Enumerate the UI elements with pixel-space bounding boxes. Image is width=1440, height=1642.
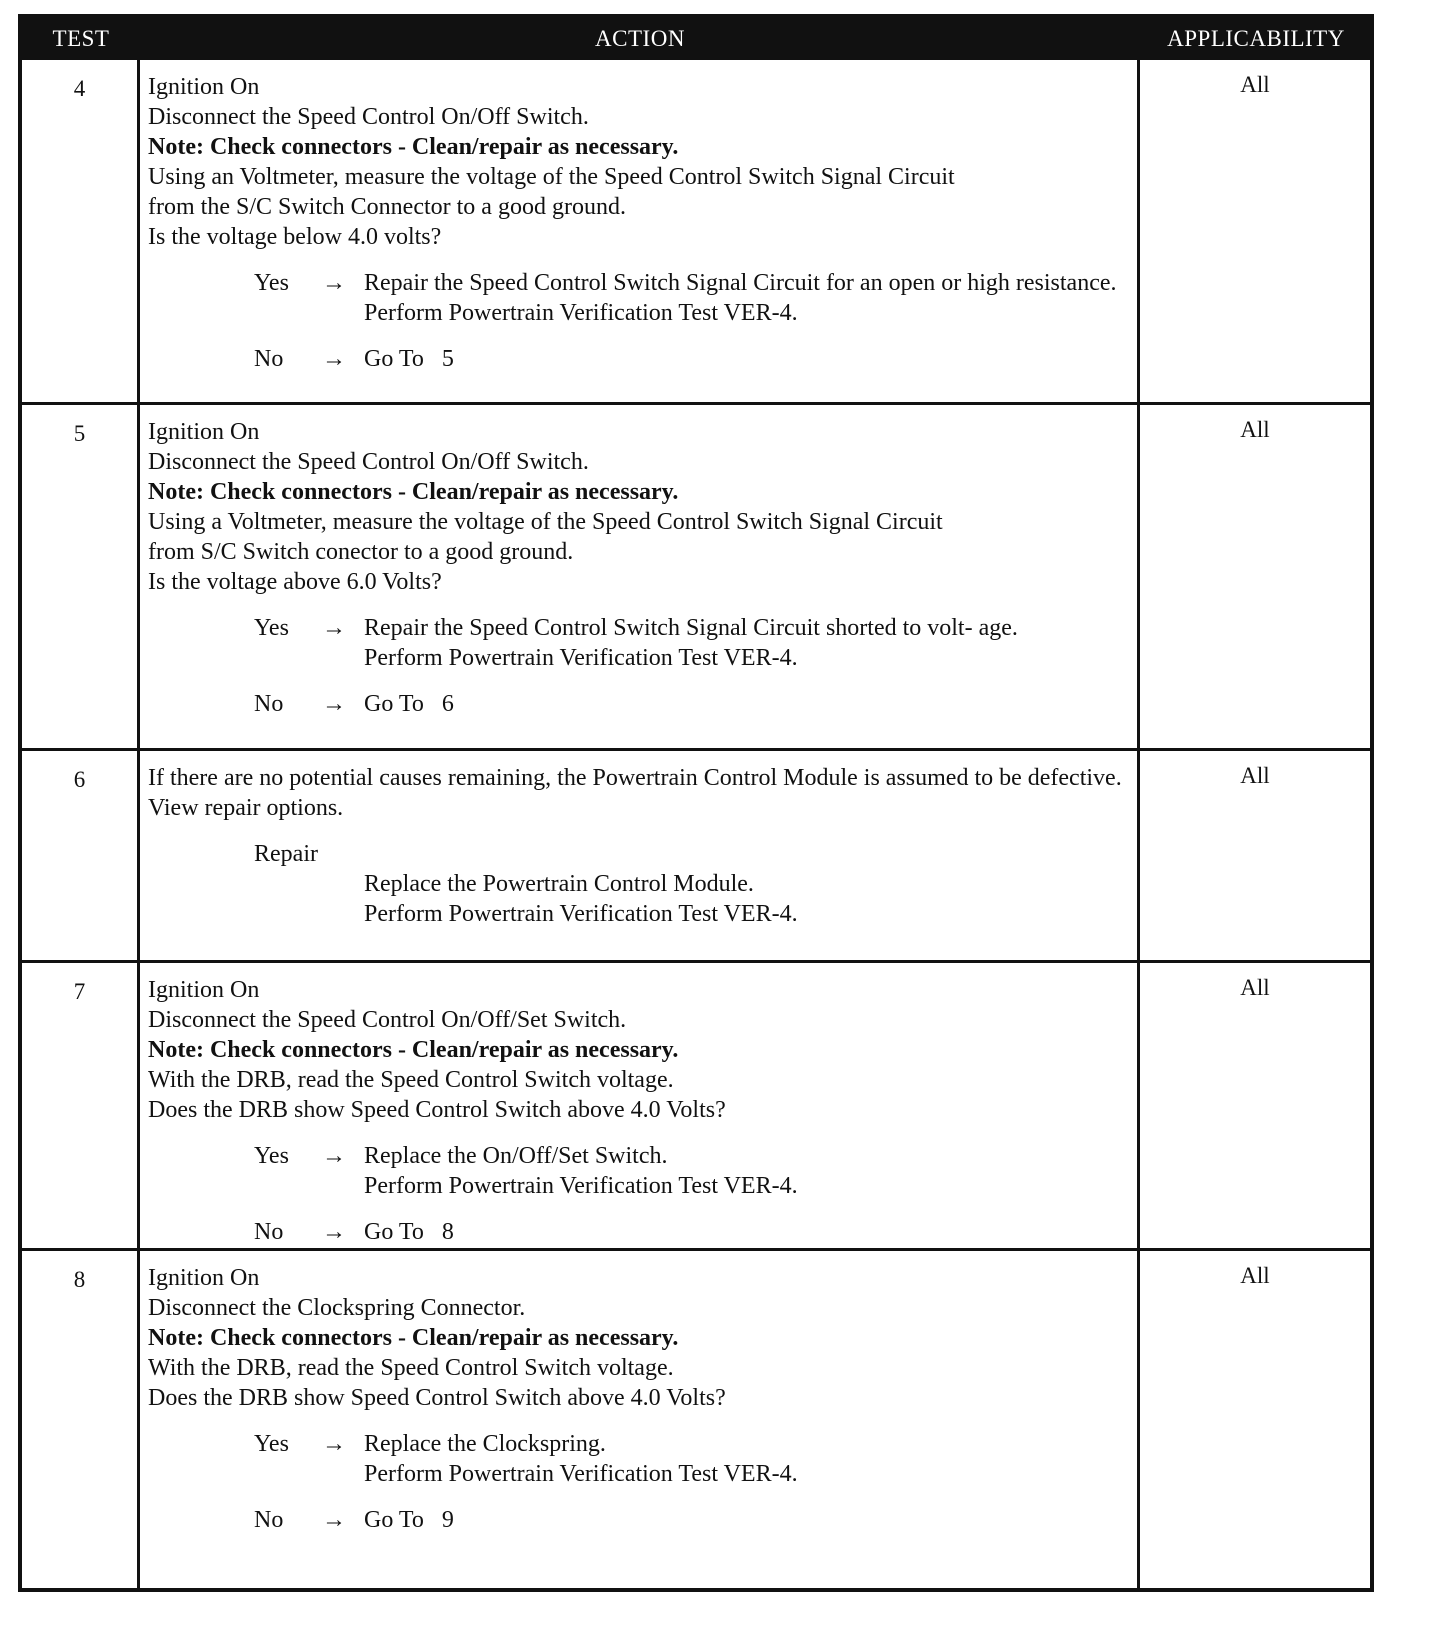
applicability-cell: All [1240,1263,1270,1288]
question-line: Does the DRB show Speed Control Switch above 4.0 Volts? [148,1097,726,1123]
arrow-icon: → [322,691,346,717]
step-line: Disconnect the Speed Control On/Off Switch. [148,449,589,475]
action-cell [140,60,1140,402]
header-applicability: APPLICABILITY [1167,26,1345,51]
test-number: 8 [22,1251,140,1588]
no-branch [254,689,1129,719]
yes-action-line: Perform Powertrain Verification Test VER-4. [364,645,798,671]
arrow-icon: → [322,1507,346,1533]
yes-branch [254,613,1129,673]
yes-label: Yes [254,615,289,641]
applicability-cell: All [1240,975,1270,1000]
no-label: No [254,1219,284,1245]
table-row-test-8 [22,1251,1370,1588]
table-row-test-4 [22,60,1370,405]
repair-action-line: Perform Powertrain Verification Test VER-4. [364,901,798,927]
step-line: Ignition On [148,1265,260,1291]
no-label: No [254,1507,284,1533]
note-line: Note: Check connectors - Clean/repair as necessary. [148,1037,679,1063]
table-row-test-7 [22,963,1370,1251]
yes-action-line: Perform Powertrain Verification Test VER-4. [364,1173,798,1199]
test-number: 6 [22,751,140,960]
diagnostic-table [18,14,1374,1592]
note-line: Note: Check connectors - Clean/repair as necessary. [148,1325,679,1351]
step-line: If there are no potential causes remaining, the Powertrain Control Module is assumed to be defective. [148,765,1122,791]
yes-action-line: Replace the On/Off/Set Switch. [364,1143,668,1169]
header-test: TEST [52,26,110,51]
applicability-cell: All [1240,417,1270,442]
question-line: Does the DRB show Speed Control Switch above 4.0 Volts? [148,1385,726,1411]
yes-branch [254,1141,1129,1201]
repair-label: Repair [254,841,318,867]
yes-action-line: Repair the Speed Control Switch Signal Circuit for an open or high resistance. [364,270,1117,296]
step-line: Using an Voltmeter, measure the voltage of the Speed Control Switch Signal Circuit [148,164,955,190]
step-line: With the DRB, read the Speed Control Switch voltage. [148,1067,674,1093]
step-line: With the DRB, read the Speed Control Switch voltage. [148,1355,674,1381]
yes-action-line: Perform Powertrain Verification Test VER-4. [364,300,798,326]
step-line: Disconnect the Clockspring Connector. [148,1295,526,1321]
applicability-cell: All [1240,72,1270,97]
yes-action-line: Replace the Clockspring. [364,1431,606,1457]
yes-branch [254,268,1129,328]
test-number: 7 [22,963,140,1248]
arrow-icon: → [322,1143,346,1169]
question-line: Is the voltage above 6.0 Volts? [148,569,442,595]
note-line: Note: Check connectors - Clean/repair as necessary. [148,134,679,160]
no-branch [254,1217,1129,1247]
action-cell [140,405,1140,748]
step-line: from S/C Switch conector to a good ground. [148,539,574,565]
no-label: No [254,691,284,717]
yes-action-line: Repair the Speed Control Switch Signal Circuit shorted to volt- age. [364,615,1018,641]
step-line: Using a Voltmeter, measure the voltage of the Speed Control Switch Signal Circuit [148,509,943,535]
header-action: ACTION [595,26,685,51]
no-goto: Go To 8 [364,1219,454,1245]
no-goto: Go To 5 [364,346,454,372]
note-line: Note: Check connectors - Clean/repair as necessary. [148,479,679,505]
table-row-test-5 [22,405,1370,751]
step-line: Disconnect the Speed Control On/Off/Set Switch. [148,1007,627,1033]
step-line: Disconnect the Speed Control On/Off Switch. [148,104,589,130]
step-line: Ignition On [148,74,260,100]
table-row-test-6 [22,751,1370,963]
test-number: 4 [22,60,140,402]
arrow-icon: → [322,1219,346,1245]
step-line: View repair options. [148,795,344,821]
yes-action-line: Perform Powertrain Verification Test VER-4. [364,1461,798,1487]
no-branch [254,344,1129,374]
repair-actions [364,869,1129,929]
table-header [22,18,1370,60]
step-line: Ignition On [148,977,260,1003]
no-branch [254,1505,1129,1535]
action-cell [140,963,1140,1248]
step-line: Ignition On [148,419,260,445]
arrow-icon: → [322,615,346,641]
action-cell [140,751,1140,960]
action-cell [140,1251,1140,1588]
repair-action-line: Replace the Powertrain Control Module. [364,871,754,897]
arrow-icon: → [322,1431,346,1457]
arrow-icon: → [322,346,346,372]
question-line: Is the voltage below 4.0 volts? [148,224,442,250]
arrow-icon: → [322,270,346,296]
no-goto: Go To 9 [364,1507,454,1533]
applicability-cell: All [1240,763,1270,788]
no-goto: Go To 6 [364,691,454,717]
step-line: from the S/C Switch Connector to a good ground. [148,194,626,220]
yes-label: Yes [254,1431,289,1457]
yes-label: Yes [254,1143,289,1169]
no-label: No [254,346,284,372]
yes-branch [254,1429,1129,1489]
test-number: 5 [22,405,140,748]
yes-label: Yes [254,270,289,296]
